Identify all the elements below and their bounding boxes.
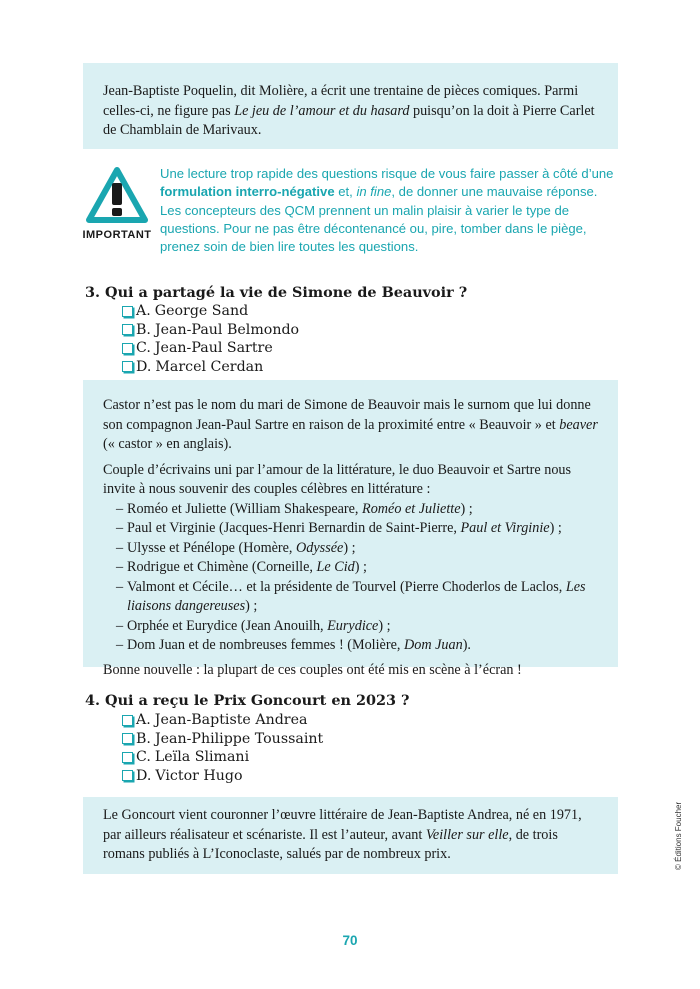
- list-item: – Rodrigue et Chimène (Corneille, Le Cid) ;: [116, 558, 598, 578]
- checkbox-icon[interactable]: [122, 343, 133, 354]
- checkbox-icon[interactable]: [122, 752, 133, 763]
- option-3c[interactable]: C. Jean-Paul Sartre: [122, 339, 299, 358]
- checkbox-icon[interactable]: [122, 770, 133, 781]
- question-3-title: 3. Qui a partagé la vie de Simone de Beauvoir ?: [85, 284, 468, 301]
- important-warning-icon: [81, 164, 153, 244]
- option-3a[interactable]: A. George Sand: [122, 302, 299, 321]
- copyright-notice: © Éditions Foucher: [674, 801, 683, 870]
- explanation-paragraph: Bonne nouvelle : la plupart de ces couples ont été mis en scène à l’écran !: [103, 661, 522, 678]
- checkbox-icon[interactable]: [122, 306, 133, 317]
- checkbox-icon[interactable]: [122, 361, 133, 372]
- checkbox-icon[interactable]: [122, 715, 133, 726]
- answer-explanation-box-2: [83, 63, 618, 149]
- option-3d[interactable]: D. Marcel Cerdan: [122, 358, 299, 377]
- important-label: IMPORTANT: [82, 229, 152, 241]
- list-item: – Ulysse et Pénélope (Homère, Odyssée) ;: [116, 539, 598, 559]
- answer-explanation-box-3: [83, 380, 618, 678]
- list-item: – Dom Juan et de nombreuses femmes ! (Molière, Dom Juan).: [116, 636, 598, 656]
- option-4a[interactable]: A. Jean-Baptiste Andrea: [122, 711, 323, 730]
- warning-triangle-icon: [81, 164, 153, 244]
- explanation-paragraph: Castor n’est pas le nom du mari de Simone de Beauvoir mais le surnom que lui donne son compagnon Jean-Paul Sartre en raison de la proximité entre « Beauvoir » et beaver (« castor » en anglais).: [103, 397, 598, 452]
- option-4d[interactable]: D. Victor Hugo: [122, 767, 323, 786]
- answer-explanation-box-4: [83, 797, 618, 874]
- option-4b[interactable]: B. Jean-Philippe Toussaint: [122, 730, 323, 749]
- option-3b[interactable]: B. Jean-Paul Belmondo: [122, 321, 299, 340]
- list-item: – Valmont et Cécile… et la présidente de Tourvel (Pierre Choderlos de Laclos, Les liaisons dangereuses) ;: [116, 578, 598, 617]
- checkbox-icon[interactable]: [122, 733, 133, 744]
- explanation-paragraph: Couple d’écrivains uni par l’amour de la littérature, le duo Beauvoir et Sartre nous invite à nous souvenir des couples célèbres en littérature :: [103, 461, 572, 497]
- couples-list: [116, 500, 598, 656]
- explanation-paragraph: Le Goncourt vient couronner l’œuvre littéraire de Jean-Baptiste Andrea, né en 1971, par ailleurs réalisateur et scénariste. Il est l’auteur, avant Veiller sur elle, de trois romans publiés à L’Iconoclaste, salués par de nombreux prix.: [103, 807, 582, 862]
- list-item: – Paul et Virginie (Jacques-Henri Bernardin de Saint-Pierre, Paul et Virginie) ;: [116, 519, 598, 539]
- checkbox-icon[interactable]: [122, 324, 133, 335]
- explanation-paragraph: Jean-Baptiste Poquelin, dit Molière, a écrit une trentaine de pièces comiques. Parmi celles-ci, ne figure pas Le jeu de l’amour et du hasard puisqu’on la doit à Pierre Carlet de Chamblain de Marivaux.: [103, 83, 595, 138]
- option-4c[interactable]: C. Leïla Slimani: [122, 748, 323, 767]
- page-number: 70: [342, 933, 358, 948]
- list-item: – Roméo et Juliette (William Shakespeare, Roméo et Juliette) ;: [116, 500, 598, 520]
- question-4-title: 4. Qui a reçu le Prix Goncourt en 2023 ?: [85, 692, 410, 709]
- question-4-options: [122, 711, 323, 785]
- list-item: – Orphée et Eurydice (Jean Anouilh, Eurydice) ;: [116, 617, 598, 637]
- important-note: Une lecture trop rapide des questions risque de vous faire passer à côté d’une formulation interro-négative et, in fine, de donner une mauvaise réponse. Les concepteurs des QCM prennent un malin plaisir à varier le type de questions. Pour ne pas être décontenancé ou, pire, tomber dans le piège, prenez soin de bien lire toutes les questions.: [160, 166, 614, 255]
- question-3-options: [122, 302, 299, 376]
